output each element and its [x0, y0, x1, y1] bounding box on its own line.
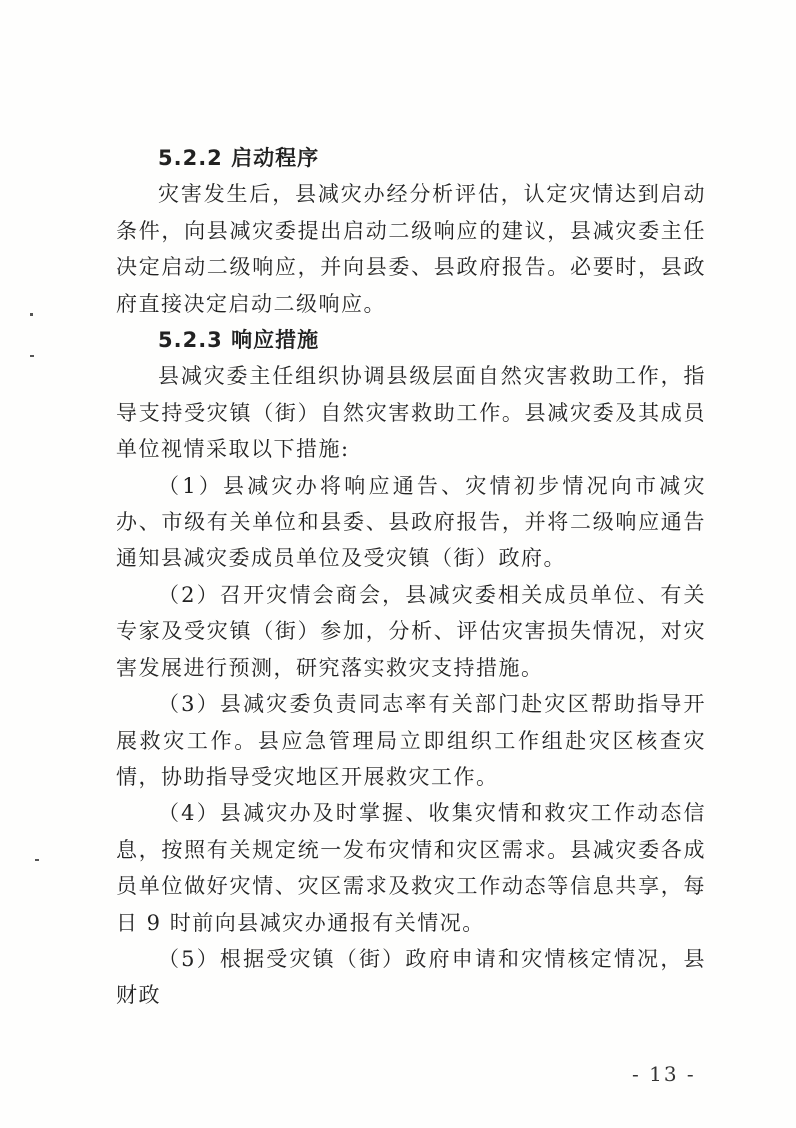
section-heading-response-measures: 5.2.3 响应措施 [158, 328, 320, 353]
paragraph-measure-4: （4）县减灾办及时掌握、收集灾情和救灾工作动态信息，按照有关规定统一发布灾情和灾区需求。县减灾委各成员单位做好灾情、灾区需求及救灾工作动态等信息共享，每日 9 时前向县减灾办通报有关情况。 [116, 801, 706, 935]
scan-mark [30, 313, 33, 316]
paragraph-response-intro: 县减灾委主任组织协调县级层面自然灾害救助工作，指导支持受灾镇（街）自然灾害救助工作。县减灾委及其成员单位视情采取以下措施: [116, 364, 706, 462]
paragraph-measure-1: （1）县减灾办将响应通告、灾情初步情况向市减灾办、市级有关单位和县委、县政府报告，并将二级响应通告通知县减灾委成员单位及受灾镇（街）政府。 [116, 473, 706, 571]
paragraph-measure-3: （3）县减灾委负责同志率有关部门赴灾区帮助指导开展救灾工作。县应急管理局立即组织工作组赴灾区核查灾情，协助指导受灾地区开展救灾工作。 [116, 692, 706, 789]
scan-mark [35, 859, 39, 861]
page-number: - 13 - [632, 1062, 696, 1086]
document-body [116, 140, 706, 1014]
scan-mark [30, 355, 34, 357]
paragraph-measure-5: （5）根据受灾镇（街）政府申请和灾情核定情况，县财政 [116, 946, 706, 1008]
paragraph-measure-2: （2）召开灾情会商会，县减灾委相关成员单位、有关专家及受灾镇（街）参加，分析、评估灾害损失情况，对灾害发展进行预测，研究落实救灾支持措施。 [116, 582, 706, 680]
section-heading-start-procedure: 5.2.2 启动程序 [158, 146, 320, 170]
paragraph-start-procedure: 灾害发生后，县减灾办经分析评估，认定灾情达到启动条件，向县减灾委提出启动二级响应的建议，县减灾委主任决定启动二级响应，并向县委、县政府报告。必要时，县政府直接决定启动二级响应。 [116, 182, 706, 316]
